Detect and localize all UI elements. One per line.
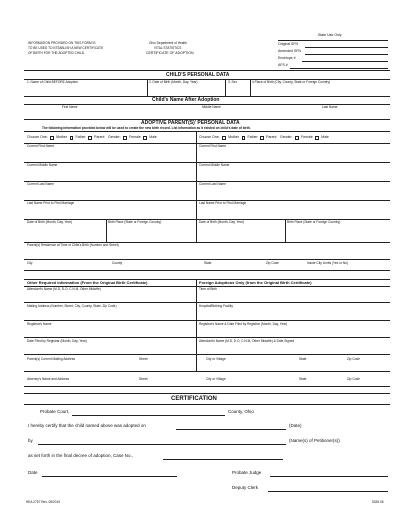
mother-checkbox-2[interactable] [222,136,226,140]
name-before-adoption-label: 1. Name of Child BEFORE Adoption [27,80,79,84]
father-label-1: Father [75,135,86,140]
parent1-dob-label: Date of Birth (Month, Day, Year) [27,220,72,224]
petitioners-label: (Name(s) of Petitioner(s)) [289,438,340,443]
attendant-name-label: Attendant's Name (M.D, D.O, C.N.M, Other Midwife) [27,287,101,291]
adoption-date-field[interactable] [176,429,286,430]
mother-label-1: Mother [56,135,68,140]
state-use-title: State Use Only [318,33,342,37]
hospital-label: Hospital/Birthing Facility [199,304,234,308]
mailing-zip-label: Zip Code [347,357,360,361]
vital-statistics: VITAL STATISTICS [154,46,182,50]
amended-sfn-label: Amended SFN [278,49,301,53]
attorney-zip-label: Zip Code [347,377,360,381]
residence-zip-label: Zip Code [266,261,279,265]
notice-line-3: OF BIRTH FOR THE ADOPTED CHILD. [28,51,86,55]
foreign-adoptions-title: Foreign Adoptions Only (from the Original Birth Certificate) [199,280,312,285]
residence-state-label: State [204,261,212,265]
male-label-1: Male [149,135,157,140]
attendant-date-signed-label: Attendant's Name (M.D, D.O, C.N.M, Other Midwife) & Date Signed [199,339,295,343]
form-id: HEA 2757 Rev. 08/2015 [26,500,60,504]
afs-field[interactable] [290,68,388,69]
parent1-last-name-label: Current Last Name [27,182,54,186]
gender-label-2: Gender: [279,135,293,140]
choose-one-label-1: Choose One: [27,135,48,140]
child-dob-label: 2. Date of Birth (Month, Day, Year) [149,80,198,84]
amended-sfn-field[interactable] [305,54,388,55]
parent2-first-name-label: Current First Name [199,144,227,148]
parent2-middle-name-label: Current Middle Name [199,163,230,167]
parent-label-1: Parent [94,135,105,140]
parent1-middle-name-label: Current Middle Name [27,163,58,167]
date-paren-label: (Date) [289,423,302,428]
current-mailing-label: Parent(s) Current Mailing Address [27,357,76,361]
female-label-2: Female [301,135,313,140]
parents-title: ADOPTIVE PARENT(S)' PERSONAL DATA [141,120,240,126]
registrar-name-date-label: Registrar's Name & Date Filed by Registrar (Month, Day, Year) [199,322,288,326]
notice-line-2: TO BE USED TO ESTABLISH A NEW CERTIFICATE [28,46,104,50]
case-number-field[interactable] [163,459,283,460]
parent2-prior-name-label: Last Name Prior to First Marriage [199,201,247,205]
registrar-name-label: Registrar's Name [27,322,52,326]
residence-label: Parent(s) Residence at Time of Child's Birth (Number and Street) [27,243,119,247]
form-title: CERTIFICATE OF ADOPTION [146,51,194,55]
mailing-address-label: Mailing Address (Number, Street, City, County, State, Zip Code) [27,304,117,308]
date-label: Date [28,470,38,475]
parents-instruction: The following information provided below will be used to create the new birth record. List information as it existed on child's date of birth. [42,126,251,130]
probate-judge-label: Probate Judge [232,470,262,475]
parent-checkbox-1[interactable] [88,136,92,140]
parent-checkbox-2[interactable] [260,136,264,140]
certify-text: I hereby certify that the child named above was adopted on [28,423,146,428]
envelope-label: Envelope # [278,56,296,60]
residence-county-label: County [112,261,123,265]
probate-judge-field[interactable] [270,476,388,477]
date-filed-label: Date Filed by Registrar (Month, Day, Year) [27,339,87,343]
parent1-prior-name-label: Last Name Prior to First Marriage [27,201,75,205]
deputy-clerk-field[interactable] [268,491,388,492]
mother-label-2: Mother [228,135,240,140]
child-birthplace-label: 4.Place of Birth (City, County, State or Foreign Country) [252,80,331,84]
parent1-choose-row [27,136,157,140]
parent1-birthplace-label: Birth Place (State or Foreign Country) [108,220,162,224]
certification-title: CERTIFICATION [171,396,217,402]
gender-label-1: Gender: [107,135,121,140]
father-checkbox-1[interactable] [70,136,74,140]
middle-name-label: Middle Name [202,105,221,109]
form-code: 5335.06 [372,500,384,504]
original-sfn-label: Original SFN [278,42,299,46]
female-checkbox-2[interactable] [295,136,299,140]
child-sex-label: 3. Sex [228,80,238,84]
parent2-last-name-label: Current Last Name [199,182,226,186]
probate-court-field[interactable] [72,415,225,416]
childs-personal-title: CHILD'S PERSONAL DATA [166,72,230,78]
parent2-birthplace-label: Birth Place (State or Foreign Country) [287,220,341,224]
notice-line-1: INFORMATION PROVIDED ON THIS FORM IS [28,41,96,45]
inside-city-limits-label: Inside City Limits (Yes or No) [307,261,348,265]
other-info-title: Other Required Information (From the Original Birth Certificate) [27,280,148,285]
parent1-first-name-label: Current First Name [27,144,55,148]
mailing-state-label: State [299,357,307,361]
choose-one-label-2: Choose One: [199,135,220,140]
male-checkbox-2[interactable] [315,136,319,140]
male-label-2: Male [321,135,329,140]
attorney-state-label: State [299,377,307,381]
male-checkbox-1[interactable] [143,136,147,140]
father-label-2: Father [247,135,258,140]
county-ohio-label: County, Ohio [228,409,254,414]
original-sfn-field[interactable] [305,47,388,48]
parent2-choose-row [199,136,329,140]
time-of-birth-label: Time of Birth [199,287,217,291]
petitioners-field[interactable] [38,444,286,445]
mailing-city-label: City or Village [206,357,226,361]
certification-date-field[interactable] [42,476,177,477]
female-label-1: Female [129,135,141,140]
residence-city-label: City [27,261,33,265]
father-checkbox-2[interactable] [242,136,246,140]
name-after-title: Child's Name After Adoption [152,97,220,103]
department-name: Ohio Department of Health [149,41,187,45]
mailing-street-label: Street [139,357,148,361]
first-name-label: First Name [62,105,78,109]
parent-label-2: Parent [266,135,277,140]
last-name-label: Last Name [322,105,338,109]
attorney-label: Attorney's Name and Address [27,377,70,381]
attorney-street-label: Street [139,377,148,381]
afs-label: AFS # [278,63,288,67]
parent2-dob-label: Date of Birth (Month, Day, Year) [199,220,244,224]
probate-court-label: Probate Court, [40,409,70,414]
mother-checkbox-1[interactable] [50,136,54,140]
attorney-city-label: City or Village [206,377,226,381]
deputy-clerk-label: Deputy Clerk [232,485,259,490]
envelope-field[interactable] [302,61,388,62]
by-label: by [28,438,33,443]
female-checkbox-1[interactable] [123,136,127,140]
decree-text: as set forth in the final decree of adoption, Case No., [28,453,134,458]
